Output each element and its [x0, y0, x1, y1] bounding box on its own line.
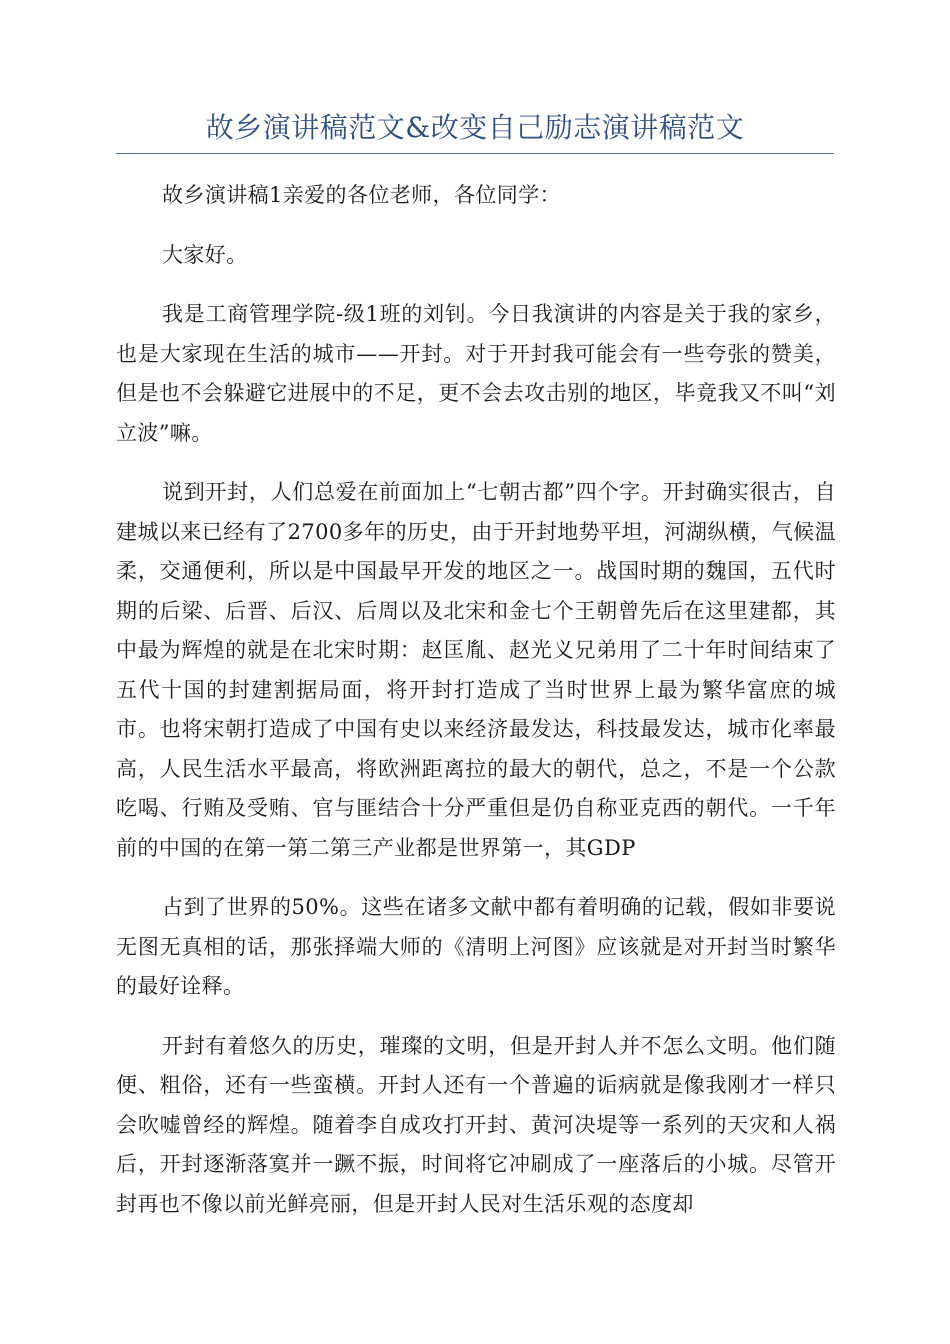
- paragraph-history: 说到开封，人们总爱在前面加上“七朝古都”四个字。开封确实很古，自建城以来已经有了2700多年的历史，由于开封地势平坦，河湖纵横，气候温柔，交通便利，所以是中国最早开发的地区之一。战国时期的魏国，五代时期的后梁、后晋、后汉、后周以及北宋和金七个王朝曾先后在这里建都，其中最为辉煌的就是在北宋时期：赵匡胤、赵光义兄弟用了二十年时间结束了五代十国的封建割据局面，将开封打造成了当时世界上最为繁华富庶的城市。也将宋朝打造成了中国有史以来经济最发达，科技最发达，城市化率最高，人民生活水平最高，将欧洲距离拉的最大的朝代，总之，不是一个公款吃喝、行贿及受贿、官与匪结合十分严重但是仍自称亚克西的朝代。一千年前的中国的在第一第二第三产业都是世界第一，其GDP: [116, 480, 836, 860]
- paragraph-hello: 大家好。: [162, 242, 248, 267]
- document-title: 故乡演讲稿范文&改变自己励志演讲稿范文: [205, 111, 745, 144]
- document-body: [116, 176, 836, 1244]
- title-underline: [116, 153, 834, 154]
- paragraph-people: 开封有着悠久的历史，璀璨的文明，但是开封人并不怎么文明。他们随便、粗俗，还有一些蛮横。开封人还有一个普遍的诟病就是像我刚才一样只会吹嘘曾经的辉煌。随着李自成攻打开封、黄河决堤等一系列的天灾和人祸后，开封逐渐落寞并一蹶不振，时间将它冲刷成了一座落后的小城。尽管开封再也不像以前光鲜亮丽，但是开封人民对生活乐观的态度却: [116, 1033, 836, 1216]
- paragraph-greeting: 故乡演讲稿1亲爱的各位老师，各位同学：: [162, 183, 561, 207]
- paragraph-gdp: 占到了世界的50%。这些在诸多文献中都有着明确的记载，假如非要说无图无真相的话，那张择端大师的《清明上河图》应该就是对开封当时繁华的最好诠释。: [116, 895, 836, 998]
- paragraph-introduction: 我是工商管理学院-级1班的刘钊。今日我演讲的内容是关于我的家乡，也是大家现在生活的城市——开封。对于开封我可能会有一些夸张的赞美，但是也不会躲避它进展中的不足，更不会去攻击别的地区，毕竟我又不叫“刘立波”嘛。: [116, 302, 836, 445]
